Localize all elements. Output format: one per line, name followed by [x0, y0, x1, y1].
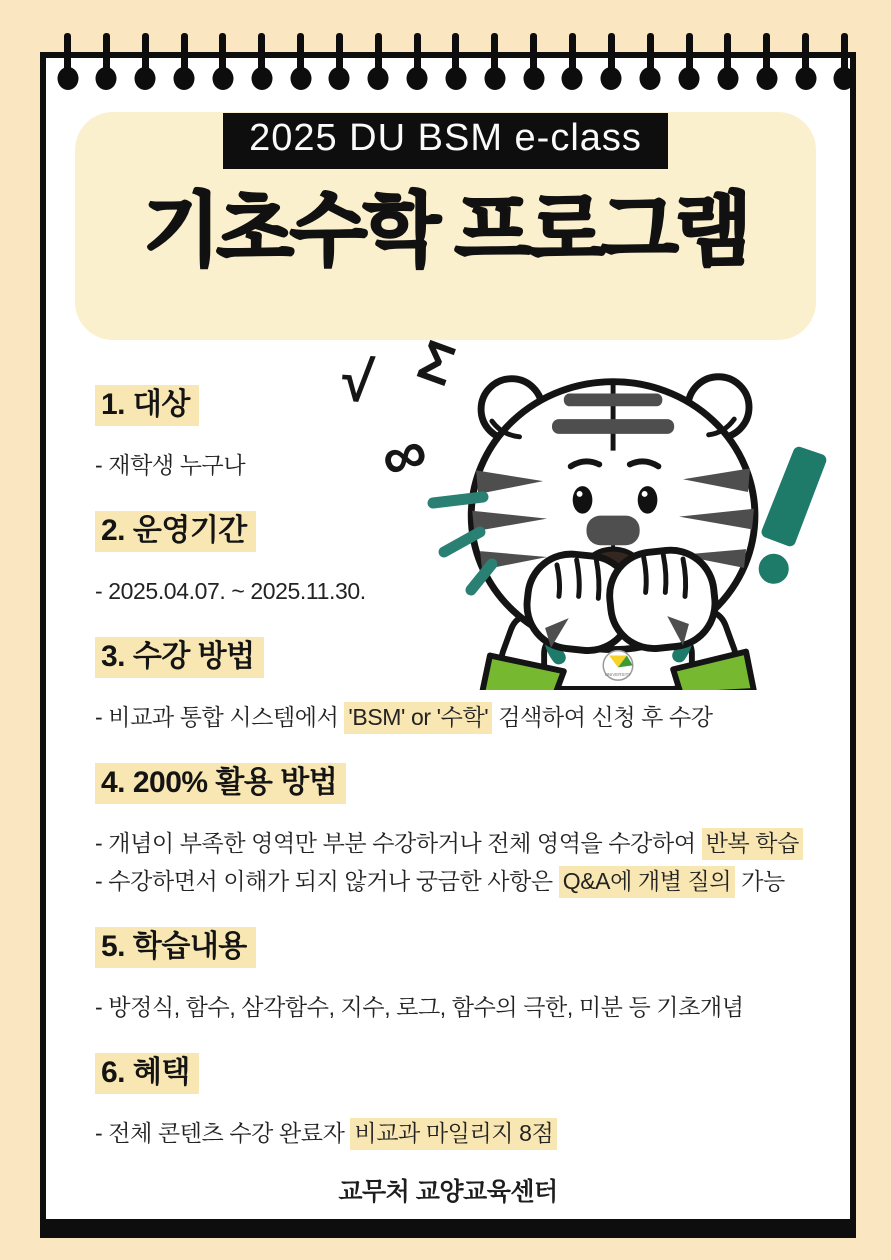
highlight-text: 'BSM' or '수학': [344, 702, 492, 734]
title-box: [75, 112, 816, 340]
spiral-pin-icon: [414, 33, 421, 74]
section-body-line: [95, 991, 805, 1024]
emphasis-dashes-icon: [425, 490, 497, 598]
spiral-pin-icon: [491, 33, 498, 74]
section-body-line: [95, 1117, 805, 1150]
body-text: - 재학생 누구나: [95, 452, 246, 478]
spiral-pin-icon: [686, 33, 693, 74]
highlight-text: 비교과 마일리지 8점: [350, 1118, 557, 1150]
spiral-pin-icon: [802, 33, 809, 74]
eye-right: [638, 486, 658, 514]
body-text: - 개념이 부족한 영역만 부분 수강하거나 전체 영역을 수강하여: [95, 830, 702, 856]
section-usage: [95, 763, 805, 898]
section-body-line: [95, 827, 805, 860]
section-benefits: [95, 1053, 805, 1150]
section-heading: 2. 운영기간: [95, 511, 256, 552]
section-body-line: [95, 865, 805, 898]
spiral-pin-icon: [103, 33, 110, 74]
eye-left: [573, 486, 593, 514]
section-heading: 5. 학습내용: [95, 927, 256, 968]
highlight-text: 반복 학습: [702, 828, 803, 860]
spiral-pin-icon: [142, 33, 149, 74]
spiral-pin-icon: [336, 33, 343, 74]
section-heading: 1. 대상: [95, 385, 199, 426]
tiger-paws: [523, 546, 720, 655]
section-heading: 6. 혜택: [95, 1053, 199, 1094]
poster-title: 기초수학 프로그램: [143, 185, 748, 275]
spiral-pin-icon: [569, 33, 576, 74]
spiral-pin-icon: [375, 33, 382, 74]
body-text: - 방정식, 함수, 삼각함수, 지수, 로그, 함수의 극한, 미분 등 기초개념: [95, 994, 744, 1020]
spiral-pin-icon: [258, 33, 265, 74]
section-body-line: [95, 701, 805, 734]
spiral-pin-icon: [647, 33, 654, 74]
spiral-pin-icon: [530, 33, 537, 74]
section-contents: [95, 927, 805, 1024]
sigma-icon: Σ: [410, 327, 464, 398]
highlight-text: Q&A에 개별 질의: [559, 866, 735, 898]
body-text: - 2025.04.07. ~ 2025.11.30.: [95, 578, 366, 604]
footer-organization: 교무처 교양교육센터: [338, 1178, 558, 1206]
spiral-pin-icon: [763, 33, 770, 74]
body-text: 검색하여 신청 후 수강: [492, 704, 713, 730]
spiral-pin-icon: [724, 33, 731, 74]
spiral-pin-icon: [608, 33, 615, 74]
section-heading: 3. 수강 방법: [95, 637, 264, 678]
spiral-pin-icon: [219, 33, 226, 74]
body-text: - 수강하면서 이해가 되지 않거나 궁금한 사항은: [95, 868, 559, 894]
program-badge: 2025 DU BSM e-class: [223, 113, 668, 169]
university-emblem: [603, 651, 633, 681]
body-text: - 전체 콘텐츠 수강 완료자: [95, 1120, 351, 1146]
body-text: - 비교과 통합 시스템에서: [95, 704, 345, 730]
spiral-pin-icon: [841, 33, 848, 74]
square-root-icon: √: [339, 347, 377, 416]
section-heading: 4. 200% 활용 방법: [95, 763, 346, 804]
spiral-pin-icon: [64, 33, 71, 74]
spiral-pin-icon: [452, 33, 459, 74]
body-text: 가능: [735, 868, 785, 894]
spiral-binding: [64, 33, 848, 87]
tiger-nose: [586, 516, 639, 546]
emblem-text: UNIVERSITY: [604, 672, 632, 678]
infinity-icon: ∞: [372, 415, 436, 496]
spiral-pin-icon: [181, 33, 188, 74]
tiger-mascot-illustration: [458, 360, 778, 690]
spiral-pin-icon: [297, 33, 304, 74]
